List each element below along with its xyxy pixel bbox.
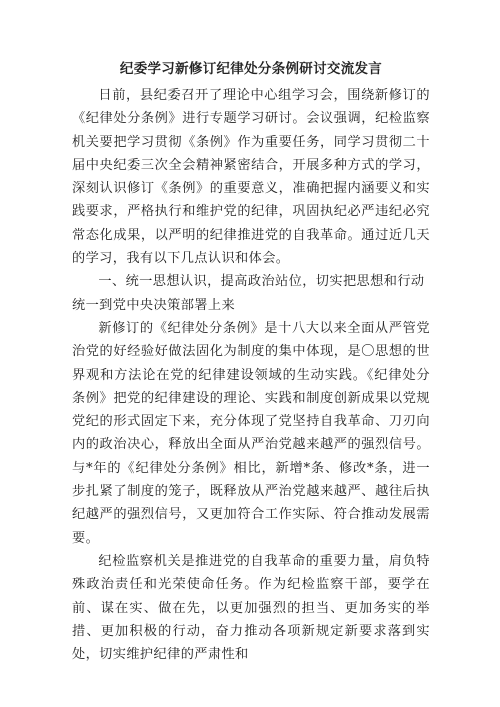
body-paragraph: 新修订的《纪律处分条例》是十八大以来全面从严管党治党的好经验好做法固化为制度的集中体现，是〇思想的世界观和方法论在党的纪律建设领域的生动实践。《纪律处分条例》把党的纪律建设的理论、实践和制度创新成果以党规党纪的形式固定下来，充分体现了党坚持自我革命、刀刃向内的政治决心，释放出全面从严治党越来越严的强烈信号。与*年的《纪律处分条例》相比，新增*条、修改*条，进一步扎紧了制度的笼子，既释放从严治党越来越严、越往后执纪越严的强烈信号，又更加符合工作实际、符合推动发展需要。 xyxy=(72,320,430,546)
intro-paragraph: 日前，县纪委召开了理论中心组学习会，围绕新修订的《纪律处分条例》进行专题学习研讨。会议强调，纪检监察机关要把学习贯彻《条例》作为重要任务，同学习贯彻二十届中央纪委三次全会精神紧密结合，开展多种方式的学习，深刻认识修订《条例》的重要意义，准确把握内涵要义和实践要求，严格执行和维护党的纪律，巩固执纪必严违纪必究常态化成果，以严明的纪律推进党的自我革命。通过近几天的学习，我有以下几点认识和体会。 xyxy=(72,88,430,267)
document-title: 纪委学习新修订纪律处分条例研讨交流发言 xyxy=(119,61,383,77)
document-page xyxy=(72,58,430,666)
body-paragraph: 纪检监察机关是推进党的自我革命的重要力量，肩负特殊政治责任和光荣使命任务。作为纪检监察干部，要学在前、谋在实、做在先，以更加强烈的担当、更加务实的举措、更加积极的行动，奋力推动各项新规定新要求落到实处，切实维护纪律的严肃性和 xyxy=(72,553,430,663)
section-heading: 一、统一思想认识，提高政治站位，切实把思想和行动统一到党中央决策部署上来 xyxy=(72,274,425,313)
